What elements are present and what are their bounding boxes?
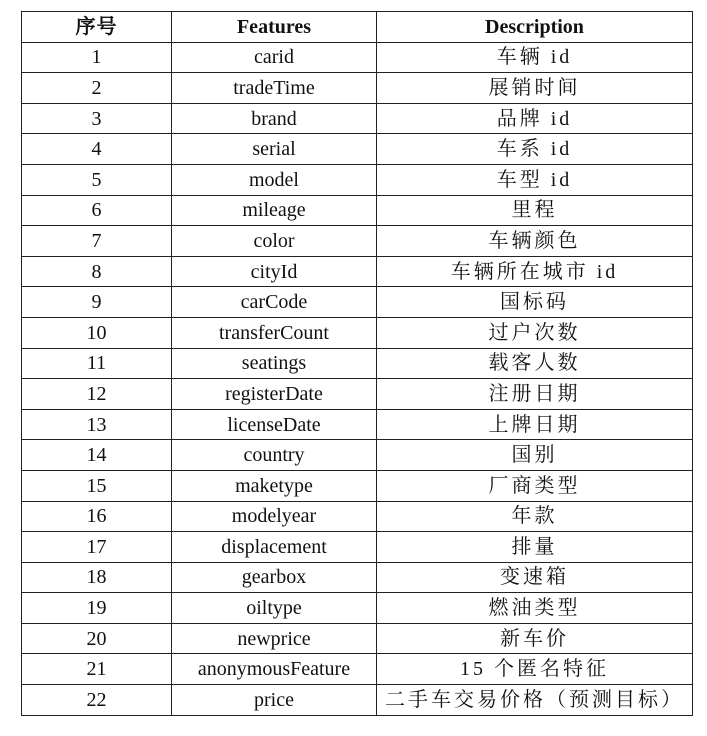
- table-row: [22, 164, 693, 195]
- table-row: [22, 287, 693, 318]
- row-description-cell: 品牌 id: [377, 103, 693, 134]
- table-row: [22, 501, 693, 532]
- table-row: [22, 73, 693, 104]
- row-seq-cell: 14: [22, 440, 172, 471]
- row-description-cell: 里程: [377, 195, 693, 226]
- row-feature-cell: carCode: [172, 287, 377, 318]
- table-row: [22, 256, 693, 287]
- row-description-cell: 国别: [377, 440, 693, 471]
- row-description-cell: 载客人数: [377, 348, 693, 379]
- table-row: [22, 623, 693, 654]
- row-feature-cell: licenseDate: [172, 409, 377, 440]
- row-description-cell: 车系 id: [377, 134, 693, 165]
- table-row: [22, 470, 693, 501]
- header-features: Features: [172, 12, 377, 43]
- row-seq-cell: 18: [22, 562, 172, 593]
- row-seq-cell: 20: [22, 623, 172, 654]
- row-seq-cell: 5: [22, 164, 172, 195]
- table-row: [22, 440, 693, 471]
- row-feature-cell: gearbox: [172, 562, 377, 593]
- row-description-cell: 二手车交易价格（预测目标）: [377, 685, 693, 716]
- table-row: [22, 654, 693, 685]
- row-seq-cell: 13: [22, 409, 172, 440]
- row-seq-cell: 6: [22, 195, 172, 226]
- row-description-cell: 年款: [377, 501, 693, 532]
- row-description-cell: 新车价: [377, 623, 693, 654]
- row-seq-cell: 22: [22, 685, 172, 716]
- table-row: [22, 226, 693, 257]
- row-feature-cell: anonymousFeature: [172, 654, 377, 685]
- row-description-cell: 国标码: [377, 287, 693, 318]
- row-feature-cell: transferCount: [172, 317, 377, 348]
- row-seq-cell: 4: [22, 134, 172, 165]
- row-seq-cell: 15: [22, 470, 172, 501]
- table-row: [22, 42, 693, 73]
- row-feature-cell: tradeTime: [172, 73, 377, 104]
- table-row: [22, 409, 693, 440]
- row-seq-cell: 10: [22, 317, 172, 348]
- feature-table: [21, 11, 693, 716]
- table-row: [22, 348, 693, 379]
- row-feature-cell: brand: [172, 103, 377, 134]
- row-feature-cell: newprice: [172, 623, 377, 654]
- row-seq-cell: 1: [22, 42, 172, 73]
- row-seq-cell: 9: [22, 287, 172, 318]
- row-description-cell: 排量: [377, 532, 693, 563]
- row-seq-cell: 8: [22, 256, 172, 287]
- header-seq: 序号: [22, 12, 172, 43]
- table-row: [22, 379, 693, 410]
- table-row: [22, 593, 693, 624]
- row-feature-cell: country: [172, 440, 377, 471]
- row-feature-cell: seatings: [172, 348, 377, 379]
- row-feature-cell: displacement: [172, 532, 377, 563]
- row-description-cell: 车辆颜色: [377, 226, 693, 257]
- table-row: [22, 562, 693, 593]
- row-feature-cell: serial: [172, 134, 377, 165]
- feature-table-container: [21, 11, 692, 716]
- table-row: [22, 103, 693, 134]
- row-feature-cell: oiltype: [172, 593, 377, 624]
- table-row: [22, 195, 693, 226]
- row-feature-cell: price: [172, 685, 377, 716]
- table-body: [22, 42, 693, 715]
- row-feature-cell: cityId: [172, 256, 377, 287]
- row-seq-cell: 7: [22, 226, 172, 257]
- table-row: [22, 532, 693, 563]
- row-feature-cell: registerDate: [172, 379, 377, 410]
- row-feature-cell: color: [172, 226, 377, 257]
- row-feature-cell: modelyear: [172, 501, 377, 532]
- row-description-cell: 变速箱: [377, 562, 693, 593]
- table-header-row: [22, 12, 693, 43]
- row-seq-cell: 17: [22, 532, 172, 563]
- row-description-cell: 燃油类型: [377, 593, 693, 624]
- row-description-cell: 15 个匿名特征: [377, 654, 693, 685]
- row-description-cell: 厂商类型: [377, 470, 693, 501]
- row-seq-cell: 12: [22, 379, 172, 410]
- table-row: [22, 317, 693, 348]
- table-row: [22, 685, 693, 716]
- row-description-cell: 车型 id: [377, 164, 693, 195]
- row-description-cell: 展销时间: [377, 73, 693, 104]
- row-feature-cell: mileage: [172, 195, 377, 226]
- row-description-cell: 注册日期: [377, 379, 693, 410]
- row-description-cell: 过户次数: [377, 317, 693, 348]
- row-feature-cell: model: [172, 164, 377, 195]
- row-seq-cell: 11: [22, 348, 172, 379]
- row-feature-cell: maketype: [172, 470, 377, 501]
- table-row: [22, 134, 693, 165]
- row-description-cell: 车辆所在城市 id: [377, 256, 693, 287]
- row-seq-cell: 21: [22, 654, 172, 685]
- row-description-cell: 上牌日期: [377, 409, 693, 440]
- row-seq-cell: 19: [22, 593, 172, 624]
- row-seq-cell: 16: [22, 501, 172, 532]
- row-seq-cell: 3: [22, 103, 172, 134]
- header-description: Description: [377, 12, 693, 43]
- row-feature-cell: carid: [172, 42, 377, 73]
- row-description-cell: 车辆 id: [377, 42, 693, 73]
- row-seq-cell: 2: [22, 73, 172, 104]
